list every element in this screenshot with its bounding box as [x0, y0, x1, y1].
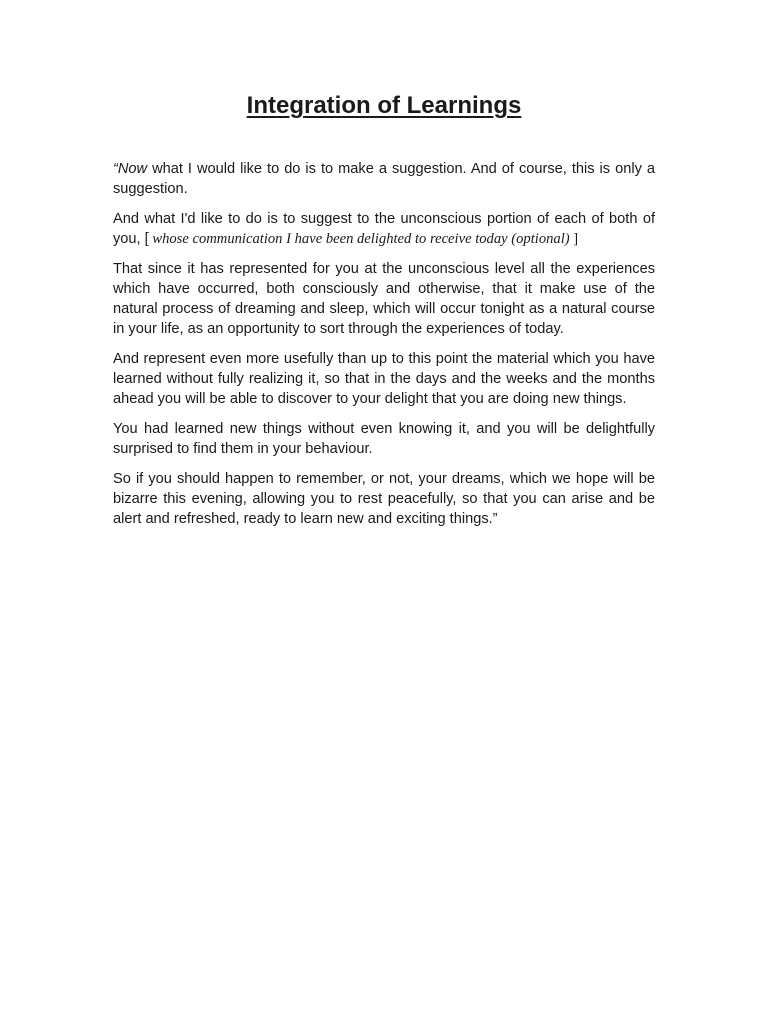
paragraph-6: So if you should happen to remember, or not, your dreams, which we hope will be bizarre this evening, allowing you to rest peacefully, so that you can arise and be alert and refreshed, ready to learn new and exciting things.”	[113, 471, 655, 527]
paragraph-1-text: what I would like to do is to make a suggestion. And of course, this is only a suggestion.	[113, 161, 655, 197]
paragraph-5: You had learned new things without even knowing it, and you will be delightfully surprised to find them in your behaviour.	[113, 421, 655, 457]
paragraph-2-text: And what I'd like to do is to suggest to the unconscious portion of each of both of you,	[113, 211, 655, 247]
bracket-close: ]	[573, 231, 579, 247]
optional-note: whose communication I have been delighted to receive today (optional)	[148, 231, 574, 247]
paragraph-2	[113, 209, 655, 249]
document-body	[113, 159, 655, 529]
page-title: Integration of Learnings	[246, 92, 522, 119]
opening-quote-now: “Now	[113, 161, 148, 177]
paragraph-3: That since it has represented for you at the unconscious level all the experiences which have occurred, both consciously and otherwise, that it make use of the natural process of dreaming and sleep, which will occur tonight as a natural course in your life, as an opportunity to sort through the experiences of today.	[113, 261, 655, 337]
bracket-open: [	[144, 231, 149, 247]
paragraph-4: And represent even more usefully than up to this point the material which you have learned without fully realizing it, so that in the days and the weeks and the months ahead you will be able to discover to your delight that you are doing new things.	[113, 351, 655, 407]
paragraph-1	[113, 159, 655, 199]
